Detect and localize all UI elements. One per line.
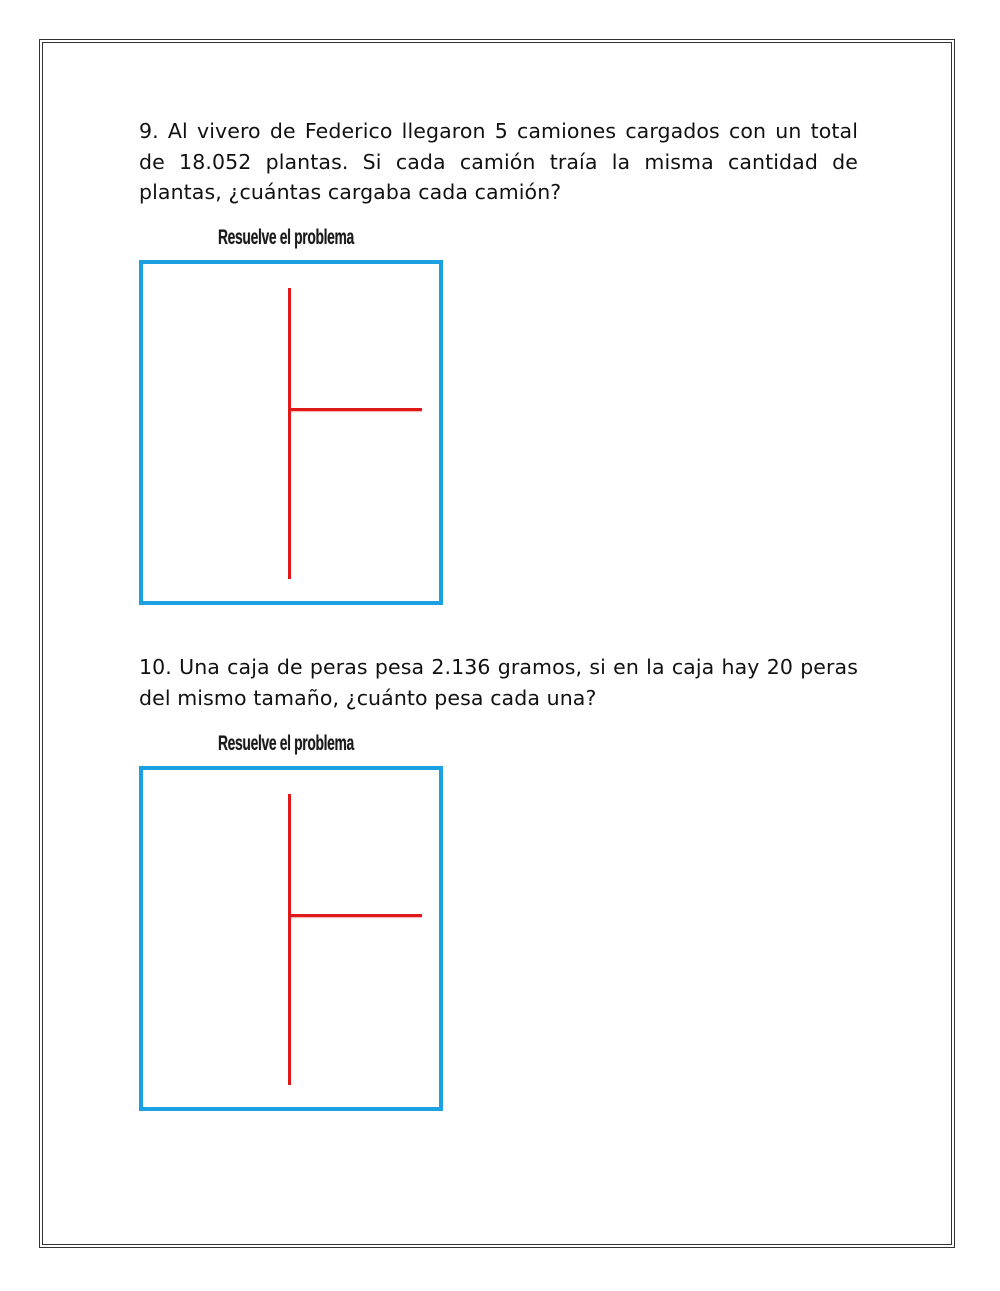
problem-9-division-vertical-line — [288, 288, 291, 579]
problem-10-text: 10. Una caja de peras pesa 2.136 gramos, si en la caja hay 20 peras del mismo tamaño, ¿cuánto pesa cada una? — [139, 655, 858, 710]
problem-9-text: 9. Al vivero de Federico llegaron 5 camiones cargados con un total de 18.052 plantas. Si cada camión traía la misma cantidad de plantas, ¿cuántas cargaba cada camión? — [139, 119, 858, 204]
problem-10-division-vertical-line — [288, 794, 291, 1085]
problem-9-division-horizontal-line — [291, 408, 422, 411]
problem-10-resolve-label: Resuelve el problema — [218, 732, 354, 755]
problem-10-work-box[interactable] — [139, 766, 443, 1111]
problem-9-resolve-label: Resuelve el problema — [218, 226, 354, 249]
problem-10-division-horizontal-line — [291, 914, 422, 917]
problem-9-work-box[interactable] — [139, 260, 443, 605]
